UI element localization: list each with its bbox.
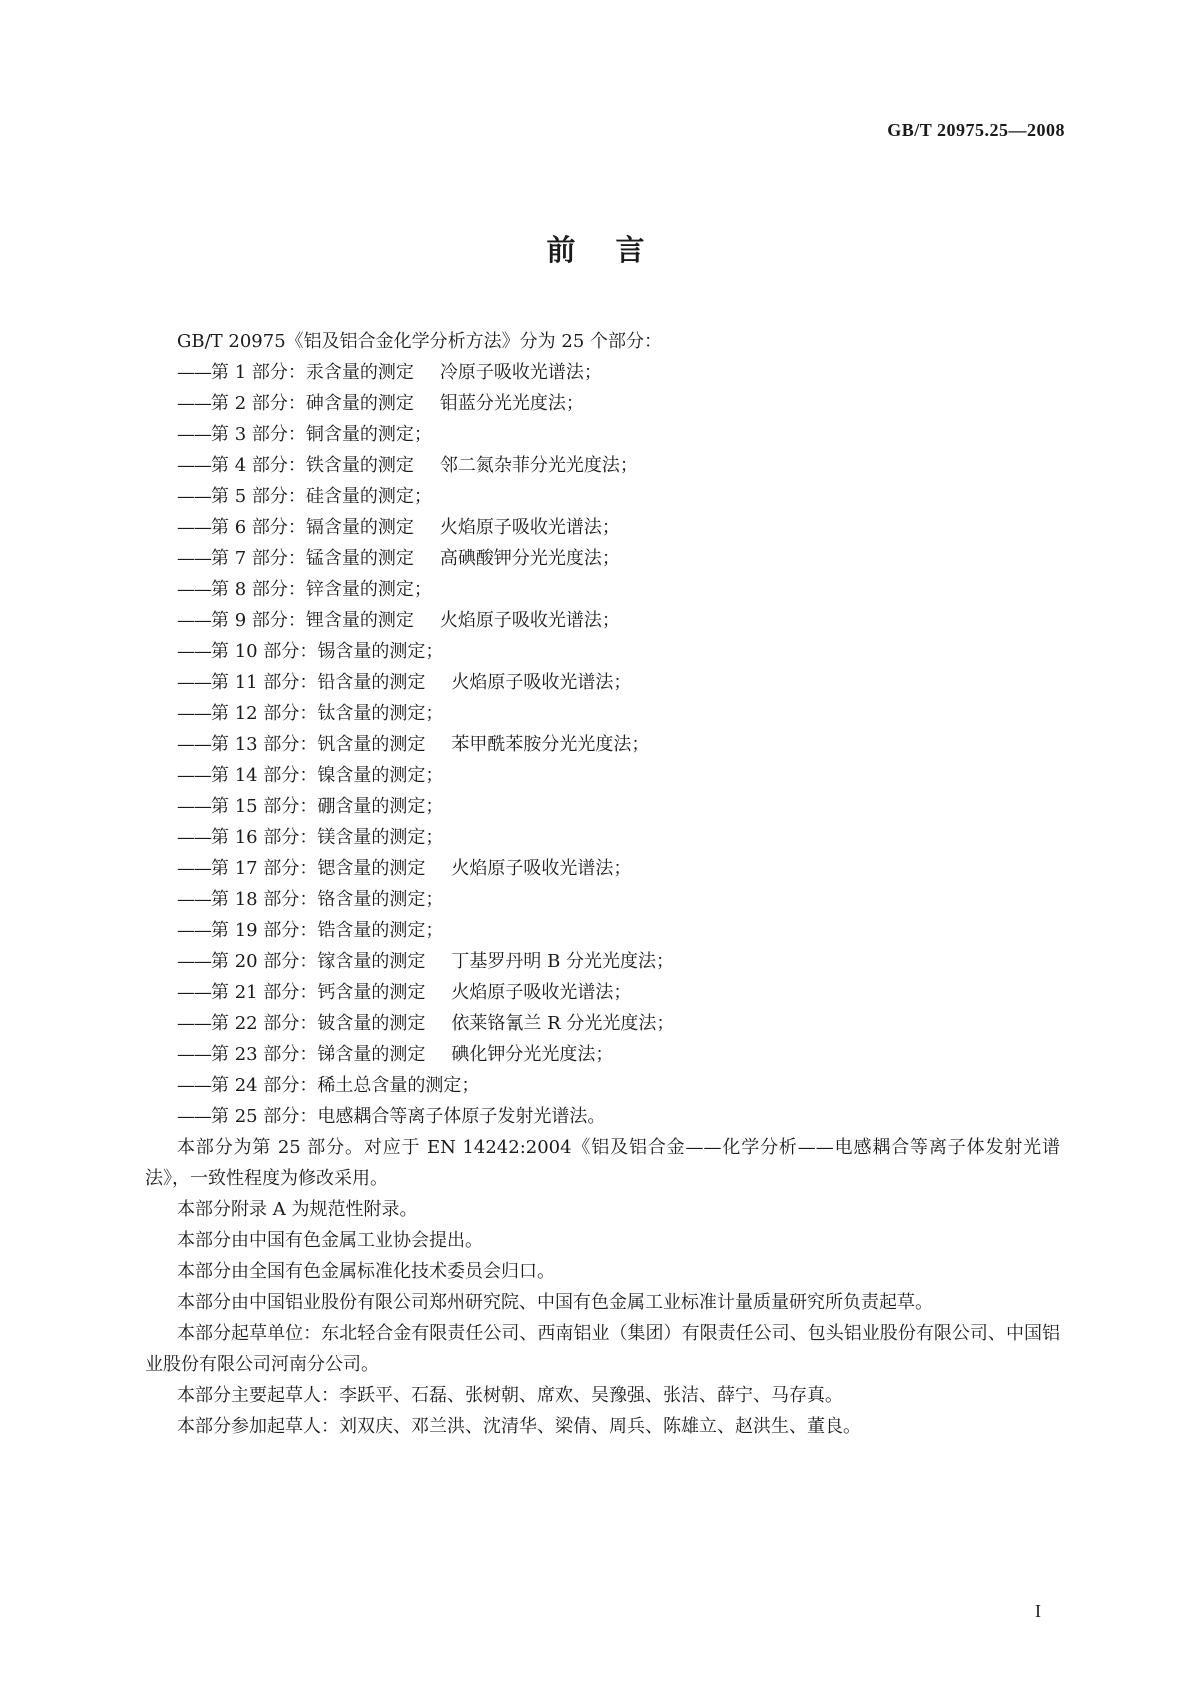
list-item-label: 第 24 部分：稀土总含量的测定； <box>211 1075 480 1096</box>
list-item-dash: —— <box>177 889 211 910</box>
list-item-method: 高碘酸钾分光光度法； <box>439 548 620 569</box>
paragraph: 本部分参加起草人：刘双庆、邓兰洪、沈清华、梁倩、周兵、陈雄立、赵洪生、董良。 <box>177 1416 861 1437</box>
list-item-dash: —— <box>177 951 211 972</box>
list-item-dash: —— <box>177 703 211 724</box>
list-item <box>145 543 1060 574</box>
list-item-method: 火焰原子吸收光谱法； <box>451 858 632 879</box>
list-item-method: 冷原子吸收光谱法； <box>439 362 602 383</box>
paragraph: 本部分为第 25 部分。对应于 EN 14242:2004《铝及铝合金——化学分析——电感耦合等离子体发射光谱法》，一致性程度为修改采用。 <box>145 1137 1060 1189</box>
parts-list <box>145 357 1060 1132</box>
list-item-label: 第 16 部分：镁含量的测定； <box>211 827 444 848</box>
list-item <box>145 450 1060 481</box>
list-item <box>145 419 1060 450</box>
list-item-label: 第 25 部分：电感耦合等离子体原子发射光谱法。 <box>211 1106 606 1127</box>
list-item-method: 火焰原子吸收光谱法； <box>451 672 632 693</box>
list-item-dash: —— <box>177 734 211 755</box>
list-item <box>145 1008 1060 1039</box>
list-item-dash: —— <box>177 827 211 848</box>
list-item-method: 火焰原子吸收光谱法； <box>439 610 620 631</box>
list-item-dash: —— <box>177 796 211 817</box>
list-item-dash: —— <box>177 672 211 693</box>
list-item-dash: —— <box>177 610 211 631</box>
list-item-label: 第 7 部分：锰含量的测定 <box>211 548 414 569</box>
list-item-dash: —— <box>177 920 211 941</box>
list-item-dash: —— <box>177 362 211 383</box>
list-item-dash: —— <box>177 548 211 569</box>
list-item-label: 第 10 部分：锡含量的测定； <box>211 641 444 662</box>
list-item-dash: —— <box>177 765 211 786</box>
paragraph: 本部分由中国有色金属工业协会提出。 <box>177 1230 483 1251</box>
list-item-label: 第 21 部分：钙含量的测定 <box>211 982 426 1003</box>
list-item-label: 第 15 部分：硼含量的测定； <box>211 796 444 817</box>
list-item-method: 火焰原子吸收光谱法； <box>451 982 632 1003</box>
standard-number: GB/T 20975.25—2008 <box>887 120 1065 140</box>
list-item-label: 第 4 部分：铁含量的测定 <box>211 455 414 476</box>
list-item <box>145 760 1060 791</box>
list-item-method: 丁基罗丹明 B 分光光度法； <box>451 951 675 972</box>
paragraph: 本部分由全国有色金属标准化技术委员会归口。 <box>177 1261 555 1282</box>
list-item <box>145 636 1060 667</box>
list-item <box>145 388 1060 419</box>
list-item <box>145 574 1060 605</box>
list-item <box>145 1101 1060 1132</box>
list-item <box>145 853 1060 884</box>
list-item-dash: —— <box>177 486 211 507</box>
list-item-label: 第 12 部分：钛含量的测定； <box>211 703 444 724</box>
list-item-dash: —— <box>177 982 211 1003</box>
list-item-method: 依莱铬氰兰 R 分光光度法； <box>451 1013 675 1034</box>
list-item-label: 第 23 部分：锑含量的测定 <box>211 1044 426 1065</box>
list-item-label: 第 6 部分：镉含量的测定 <box>211 517 414 538</box>
list-item <box>145 667 1060 698</box>
page-number: I <box>1035 1601 1041 1621</box>
list-item-label: 第 11 部分：铅含量的测定 <box>211 672 426 693</box>
page-title: 前言 <box>546 233 685 267</box>
list-item-dash: —— <box>177 393 211 414</box>
list-item-label: 第 22 部分：铍含量的测定 <box>211 1013 426 1034</box>
list-item-dash: —— <box>177 641 211 662</box>
list-item <box>145 977 1060 1008</box>
paragraph: 本部分主要起草人：李跃平、石磊、张树朝、席欢、吴豫强、张洁、薛宁、马存真。 <box>177 1385 843 1406</box>
list-item-label: 第 17 部分：锶含量的测定 <box>211 858 426 879</box>
list-item-label: 第 9 部分：锂含量的测定 <box>211 610 414 631</box>
list-item-method: 邻二氮杂菲分光光度法； <box>439 455 638 476</box>
list-item-dash: —— <box>177 517 211 538</box>
list-item <box>145 729 1060 760</box>
list-item-method: 火焰原子吸收光谱法； <box>439 517 620 538</box>
list-item <box>145 512 1060 543</box>
list-item-dash: —— <box>177 1075 211 1096</box>
list-item-method: 苯甲酰苯胺分光光度法； <box>451 734 650 755</box>
list-item <box>145 605 1060 636</box>
list-item <box>145 915 1060 946</box>
list-item-label: 第 8 部分：锌含量的测定； <box>211 579 432 600</box>
list-item <box>145 698 1060 729</box>
list-item <box>145 1039 1060 1070</box>
list-item-dash: —— <box>177 1106 211 1127</box>
list-item-label: 第 5 部分：硅含量的测定； <box>211 486 432 507</box>
list-item-label: 第 3 部分：铜含量的测定； <box>211 424 432 445</box>
list-item-dash: —— <box>177 424 211 445</box>
list-item <box>145 822 1060 853</box>
list-item-label: 第 2 部分：砷含量的测定 <box>211 393 414 414</box>
list-item <box>145 791 1060 822</box>
list-item-label: 第 18 部分：铬含量的测定； <box>211 889 444 910</box>
intro-line: GB/T 20975《铝及铝合金化学分析方法》分为 25 个部分： <box>177 331 663 352</box>
list-item-dash: —— <box>177 455 211 476</box>
list-item-dash: —— <box>177 1013 211 1034</box>
list-item-label: 第 20 部分：镓含量的测定 <box>211 951 426 972</box>
list-item <box>145 357 1060 388</box>
foreword-body <box>145 326 1060 1442</box>
paragraph: 本部分附录 A 为规范性附录。 <box>177 1199 418 1220</box>
list-item <box>145 946 1060 977</box>
list-item-label: 第 1 部分：汞含量的测定 <box>211 362 414 383</box>
list-item-label: 第 13 部分：钒含量的测定 <box>211 734 426 755</box>
list-item-dash: —— <box>177 579 211 600</box>
list-item-method: 碘化钾分光光度法； <box>451 1044 614 1065</box>
list-item-dash: —— <box>177 858 211 879</box>
paragraph: 本部分由中国铝业股份有限公司郑州研究院、中国有色金属工业标准计量质量研究所负责起草。 <box>177 1292 933 1313</box>
list-item-method: 钼蓝分光光度法； <box>439 393 584 414</box>
list-item <box>145 884 1060 915</box>
list-item-label: 第 14 部分：镍含量的测定； <box>211 765 444 786</box>
foreword-paragraphs <box>145 1132 1060 1442</box>
list-item <box>145 1070 1060 1101</box>
list-item-label: 第 19 部分：锆含量的测定； <box>211 920 444 941</box>
list-item-dash: —— <box>177 1044 211 1065</box>
paragraph: 本部分起草单位：东北轻合金有限责任公司、西南铝业（集团）有限责任公司、包头铝业股份有限公司、中国铝业股份有限公司河南分公司。 <box>145 1323 1060 1375</box>
list-item <box>145 481 1060 512</box>
